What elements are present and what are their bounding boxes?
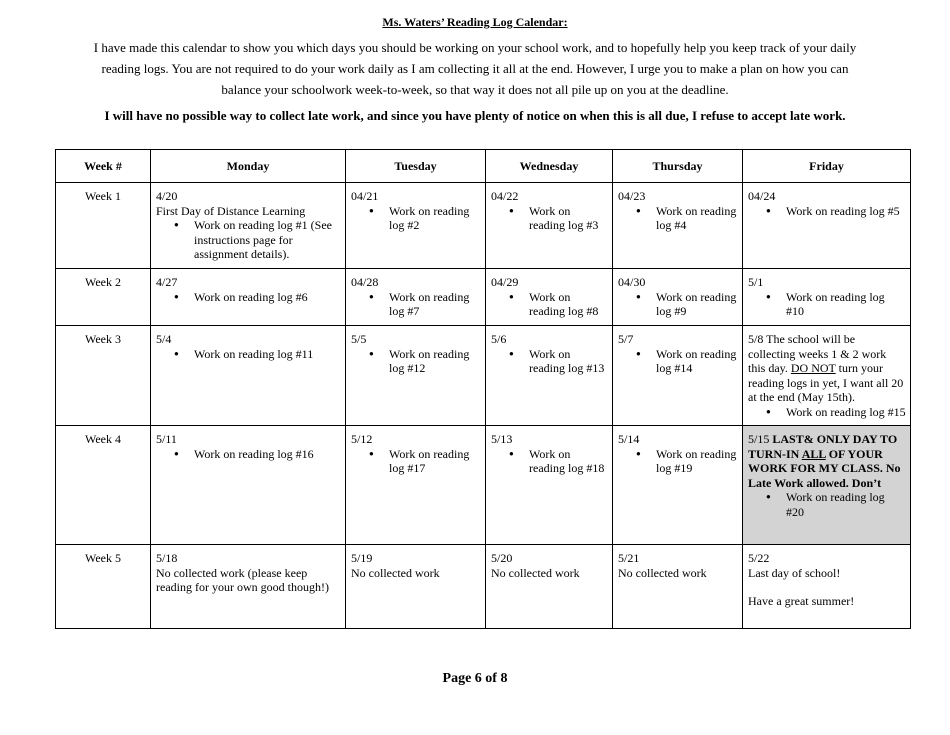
- page-title: Ms. Waters’ Reading Log Calendar:: [382, 15, 568, 29]
- date: 5/15: [748, 432, 770, 446]
- reading-log-calendar: [55, 149, 911, 629]
- date: 5/13: [491, 432, 513, 446]
- task-item: ● Work on reading log #10: [786, 290, 905, 319]
- date: 5/14: [618, 432, 640, 446]
- task-item: ● Work on reading log #2: [389, 204, 480, 233]
- page-number: Page 6 of 8: [442, 671, 508, 686]
- table-row: [56, 183, 911, 269]
- task-item: ● Work on reading log #11: [194, 347, 340, 362]
- task-item: ● Work on reading log #6: [194, 290, 340, 305]
- header-monday: Monday: [151, 150, 346, 183]
- day-cell: [151, 326, 346, 426]
- note-emphasis: ALL: [801, 446, 826, 461]
- date: 5/12: [351, 432, 373, 446]
- day-cell: [613, 183, 743, 269]
- note-emphasis: DO NOT: [790, 361, 836, 375]
- day-note: No collected work: [491, 565, 580, 580]
- week-label: Week 4: [56, 426, 151, 545]
- week-label: Week 5: [56, 545, 151, 629]
- date: 5/4: [156, 332, 172, 346]
- day-cell: [486, 326, 613, 426]
- friday-note: [748, 432, 905, 490]
- day-cell: [346, 269, 486, 326]
- day-cell: [613, 326, 743, 426]
- day-cell: [151, 426, 346, 545]
- task-item: ● Work on reading log #9: [656, 290, 737, 319]
- day-note: No collected work: [351, 565, 440, 580]
- day-cell: [743, 269, 911, 326]
- task-item: ● Work on reading log #14: [656, 347, 737, 376]
- friday-note: [748, 332, 905, 405]
- note-part: LAST& ONLY DAY TO TURN-IN: [748, 432, 898, 461]
- task-item: ● Work on reading log #20: [786, 490, 905, 519]
- day-cell: [486, 545, 613, 629]
- task-item: ● Work on reading log #8: [529, 290, 607, 319]
- date: 5/7: [618, 332, 634, 346]
- date: 5/5: [351, 332, 367, 346]
- week-label: Week 3: [56, 326, 151, 426]
- table-row: [56, 326, 911, 426]
- task-item: ● Work on reading log #3: [529, 204, 607, 233]
- date: 4/27: [156, 275, 178, 289]
- header-friday: Friday: [743, 150, 911, 183]
- date: 04/30: [618, 275, 646, 289]
- header-tuesday: Tuesday: [346, 150, 486, 183]
- date: 04/23: [618, 189, 646, 203]
- header-wednesday: Wednesday: [486, 150, 613, 183]
- header-row: [56, 150, 911, 183]
- date: 5/19: [351, 551, 373, 565]
- day-cell: [151, 545, 346, 629]
- day-cell: [486, 269, 613, 326]
- day-cell: [346, 545, 486, 629]
- table-row: [56, 426, 911, 545]
- date: 5/18: [156, 551, 178, 565]
- date: 4/20: [156, 189, 178, 203]
- day-cell: [613, 269, 743, 326]
- date: 5/6: [491, 332, 507, 346]
- day-note: Last day of school!: [748, 565, 841, 580]
- day-cell: [346, 326, 486, 426]
- date: 04/24: [748, 189, 776, 203]
- day-cell: [743, 545, 911, 629]
- day-cell: [486, 183, 613, 269]
- week-label: Week 1: [56, 183, 151, 269]
- day-cell: [151, 269, 346, 326]
- task-item: ● Work on reading log #13: [529, 347, 607, 376]
- task-item: ● Work on reading log #19: [656, 447, 737, 476]
- day-cell: [743, 326, 911, 426]
- date: 5/11: [156, 432, 177, 446]
- table-row: [56, 545, 911, 629]
- task-item: ● Work on reading log #1 (See instructions page for assignment details).: [194, 218, 340, 262]
- late-work-warning: I will have no possible way to collect late work, and since you have plenty of notice on when this is all due, I refuse to accept late work.: [104, 108, 846, 123]
- day-cell: [346, 426, 486, 545]
- week-label: Week 2: [56, 269, 151, 326]
- day-note: Have a great summer!: [748, 594, 855, 608]
- note-part: turn your reading logs in yet, I want all 20 at the end (May 15th).: [748, 361, 904, 404]
- day-cell: [613, 545, 743, 629]
- day-note: No collected work (please keep reading for your own good though!): [156, 565, 329, 594]
- intro-paragraph: I have made this calendar to show you which days you should be working on your school work, and to hopefully help you keep track of your daily reading logs. You are not required to do your work daily as I am collecting it all at the end. However, I urge you to make a plan on how you can balance your schoolwork week-to-week, so that way it does not all pile up on you at the deadline.: [93, 40, 857, 97]
- day-note: No collected work: [618, 565, 707, 580]
- date: 5/21: [618, 551, 640, 565]
- deadline-cell: [743, 426, 911, 545]
- date: 04/29: [491, 275, 519, 289]
- task-item: ● Work on reading log #12: [389, 347, 480, 376]
- day-cell: [346, 183, 486, 269]
- date: 5/20: [491, 551, 513, 565]
- day-cell: [486, 426, 613, 545]
- task-item: ● Work on reading log #5: [786, 204, 905, 219]
- date: 04/28: [351, 275, 379, 289]
- note-part: The school will be collecting weeks 1 & 2 work this day.: [748, 332, 887, 375]
- date: 5/1: [748, 275, 764, 289]
- task-item: ● Work on reading log #7: [389, 290, 480, 319]
- task-item: ● Work on reading log #4: [656, 204, 737, 233]
- header-thursday: Thursday: [613, 150, 743, 183]
- day-cell: [151, 183, 346, 269]
- task-item: ● Work on reading log #16: [194, 447, 340, 462]
- note-part: OF YOUR WORK FOR MY CLASS. No Late Work allowed. Don’t: [748, 446, 901, 490]
- day-cell: [613, 426, 743, 545]
- table-row: [56, 269, 911, 326]
- date: 04/22: [491, 189, 519, 203]
- task-item: ● Work on reading log #18: [529, 447, 607, 476]
- task-item: ● Work on reading log #17: [389, 447, 480, 476]
- day-note: First Day of Distance Learning: [156, 203, 306, 218]
- header-week: Week #: [56, 150, 151, 183]
- date: 04/21: [351, 189, 379, 203]
- date: 5/8: [748, 332, 764, 346]
- day-cell: [743, 183, 911, 269]
- date: 5/22: [748, 551, 770, 565]
- task-item: ● Work on reading log #15: [786, 405, 905, 420]
